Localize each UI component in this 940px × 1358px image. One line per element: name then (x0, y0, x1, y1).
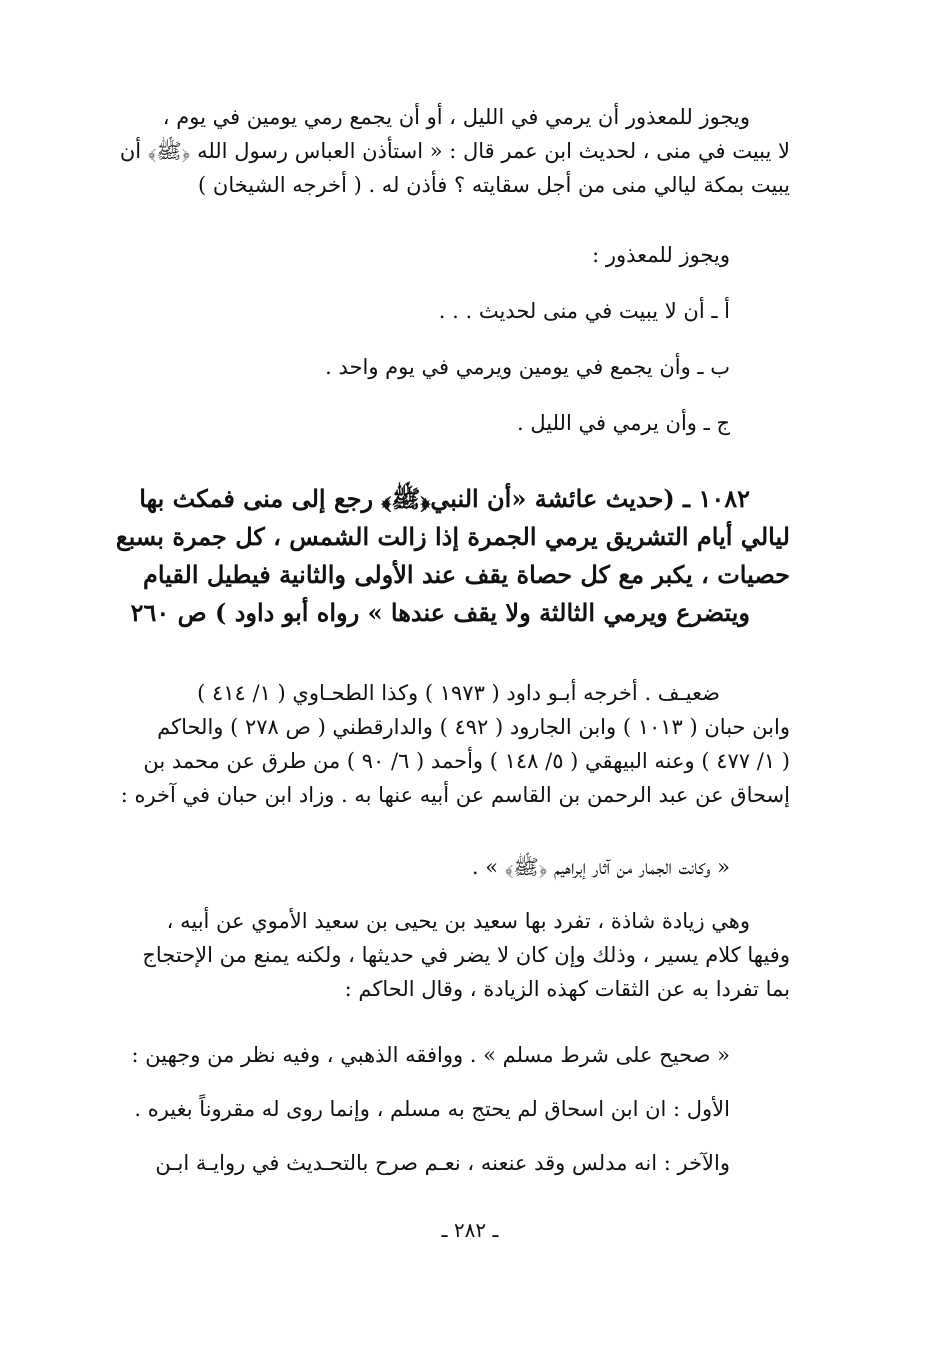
intro-line: ويجوز للمعذور أن يرمي في الليل ، أو أن يجمع رمي يومين في يوم ، (162, 105, 750, 129)
commentary-paragraph-1 (110, 676, 790, 812)
commentary-paragraph-3: « صحيح على شرط مسلم » . ووافقه الذهبي ، وفيه نظر من وجهين : (131, 1043, 730, 1067)
intro-line: يبيت بمكة ليالي منى من أجل سقايته ؟ فأذن له . ( أخرجه الشيخان ) (198, 173, 790, 197)
commentary-quote: « وكانت الجمار من آثار إبراهيم ﴿ﷺ﴾ » . (471, 855, 730, 879)
commentary-line: بما تفردا به عن الثقات كهذه الزيادة ، وقال الحاكم : (344, 977, 790, 1001)
hadith-line: ١٠٨٢ ـ (حديث عائشة «أن النبي﴿ﷺ﴾ رجع إلى منى فمكث بها (139, 484, 750, 513)
hadith-line: حصيات ، يكبر مع كل حصاة يقف عند الأولى والثانية فيطيل القيام (143, 560, 790, 589)
hadith-block (100, 480, 790, 632)
commentary-line: وابن حبان ( ١٠١٣ ) وابن الجارود ( ٤٩٢ ) والدارقطني ( ص ٢٧٨ ) والحاكم (157, 715, 790, 739)
hadith-line: ويتضرع ويرمي الثالثة ولا يقف عندها » رواه أبو داود ) ص ٢٦٠ (130, 598, 750, 627)
intro-line: لا يبيت في منى ، لحديث ابن عمر قال : « استأذن العباس رسول الله ﴿ﷺ﴾ أن (119, 139, 790, 163)
commentary-line: إسحاق عن عبد الرحمن بن القاسم عن أبيه عنها به . وزاد ابن حبان في آخره : (120, 783, 790, 807)
commentary-paragraph-2 (110, 904, 790, 1006)
page-number: ـ ٢٨٢ ـ (441, 1218, 499, 1242)
allowed-item-b: ب ـ وأن يجمع في يومين ويرمي في يوم واحد . (325, 355, 730, 379)
commentary-paragraph-4: الأول : ان ابن اسحاق لم يحتج به مسلم ، وإنما روى له مقروناً بغيره . (134, 1097, 730, 1121)
commentary-line: وهي زيادة شاذة ، تفرد بها سعيد بن يحيى بن سعيد الأموي عن أبيه ، (166, 909, 750, 933)
commentary-paragraph-5: والآخر : انه مدلس وقد عنعنه ، نعـم صرح بالتحـديث في روايـة ابـن (155, 1151, 730, 1175)
allowed-item-c: ج ـ وأن يرمي في الليل . (517, 411, 730, 435)
hadith-line: ليالي أيام التشريق يرمي الجمرة إذا زالت الشمس ، كل جمرة بسبع (115, 522, 790, 551)
commentary-line: وفيها كلام يسير ، وذلك وإن كان لا يضر في حديثها ، ولكنه يمنع من الإحتجاج (142, 943, 790, 967)
allowed-item-a: أ ـ أن لا يبيت في منى لحديث . . . (438, 299, 730, 323)
intro-paragraph (110, 100, 790, 202)
allowed-heading: ويجوز للمعذور : (592, 243, 730, 267)
commentary-line: ضعيـف . أخرجه أبـو داود ( ١٩٧٣ ) وكذا الطحـاوي ( ١/ ٤١٤ ) (197, 681, 720, 705)
commentary-line: ( ١/ ٤٧٧ ) وعنه البيهقي ( ٥/ ١٤٨ ) وأحمد ( ٦/ ٩٠ ) من طرق عن محمد بن (143, 749, 790, 773)
